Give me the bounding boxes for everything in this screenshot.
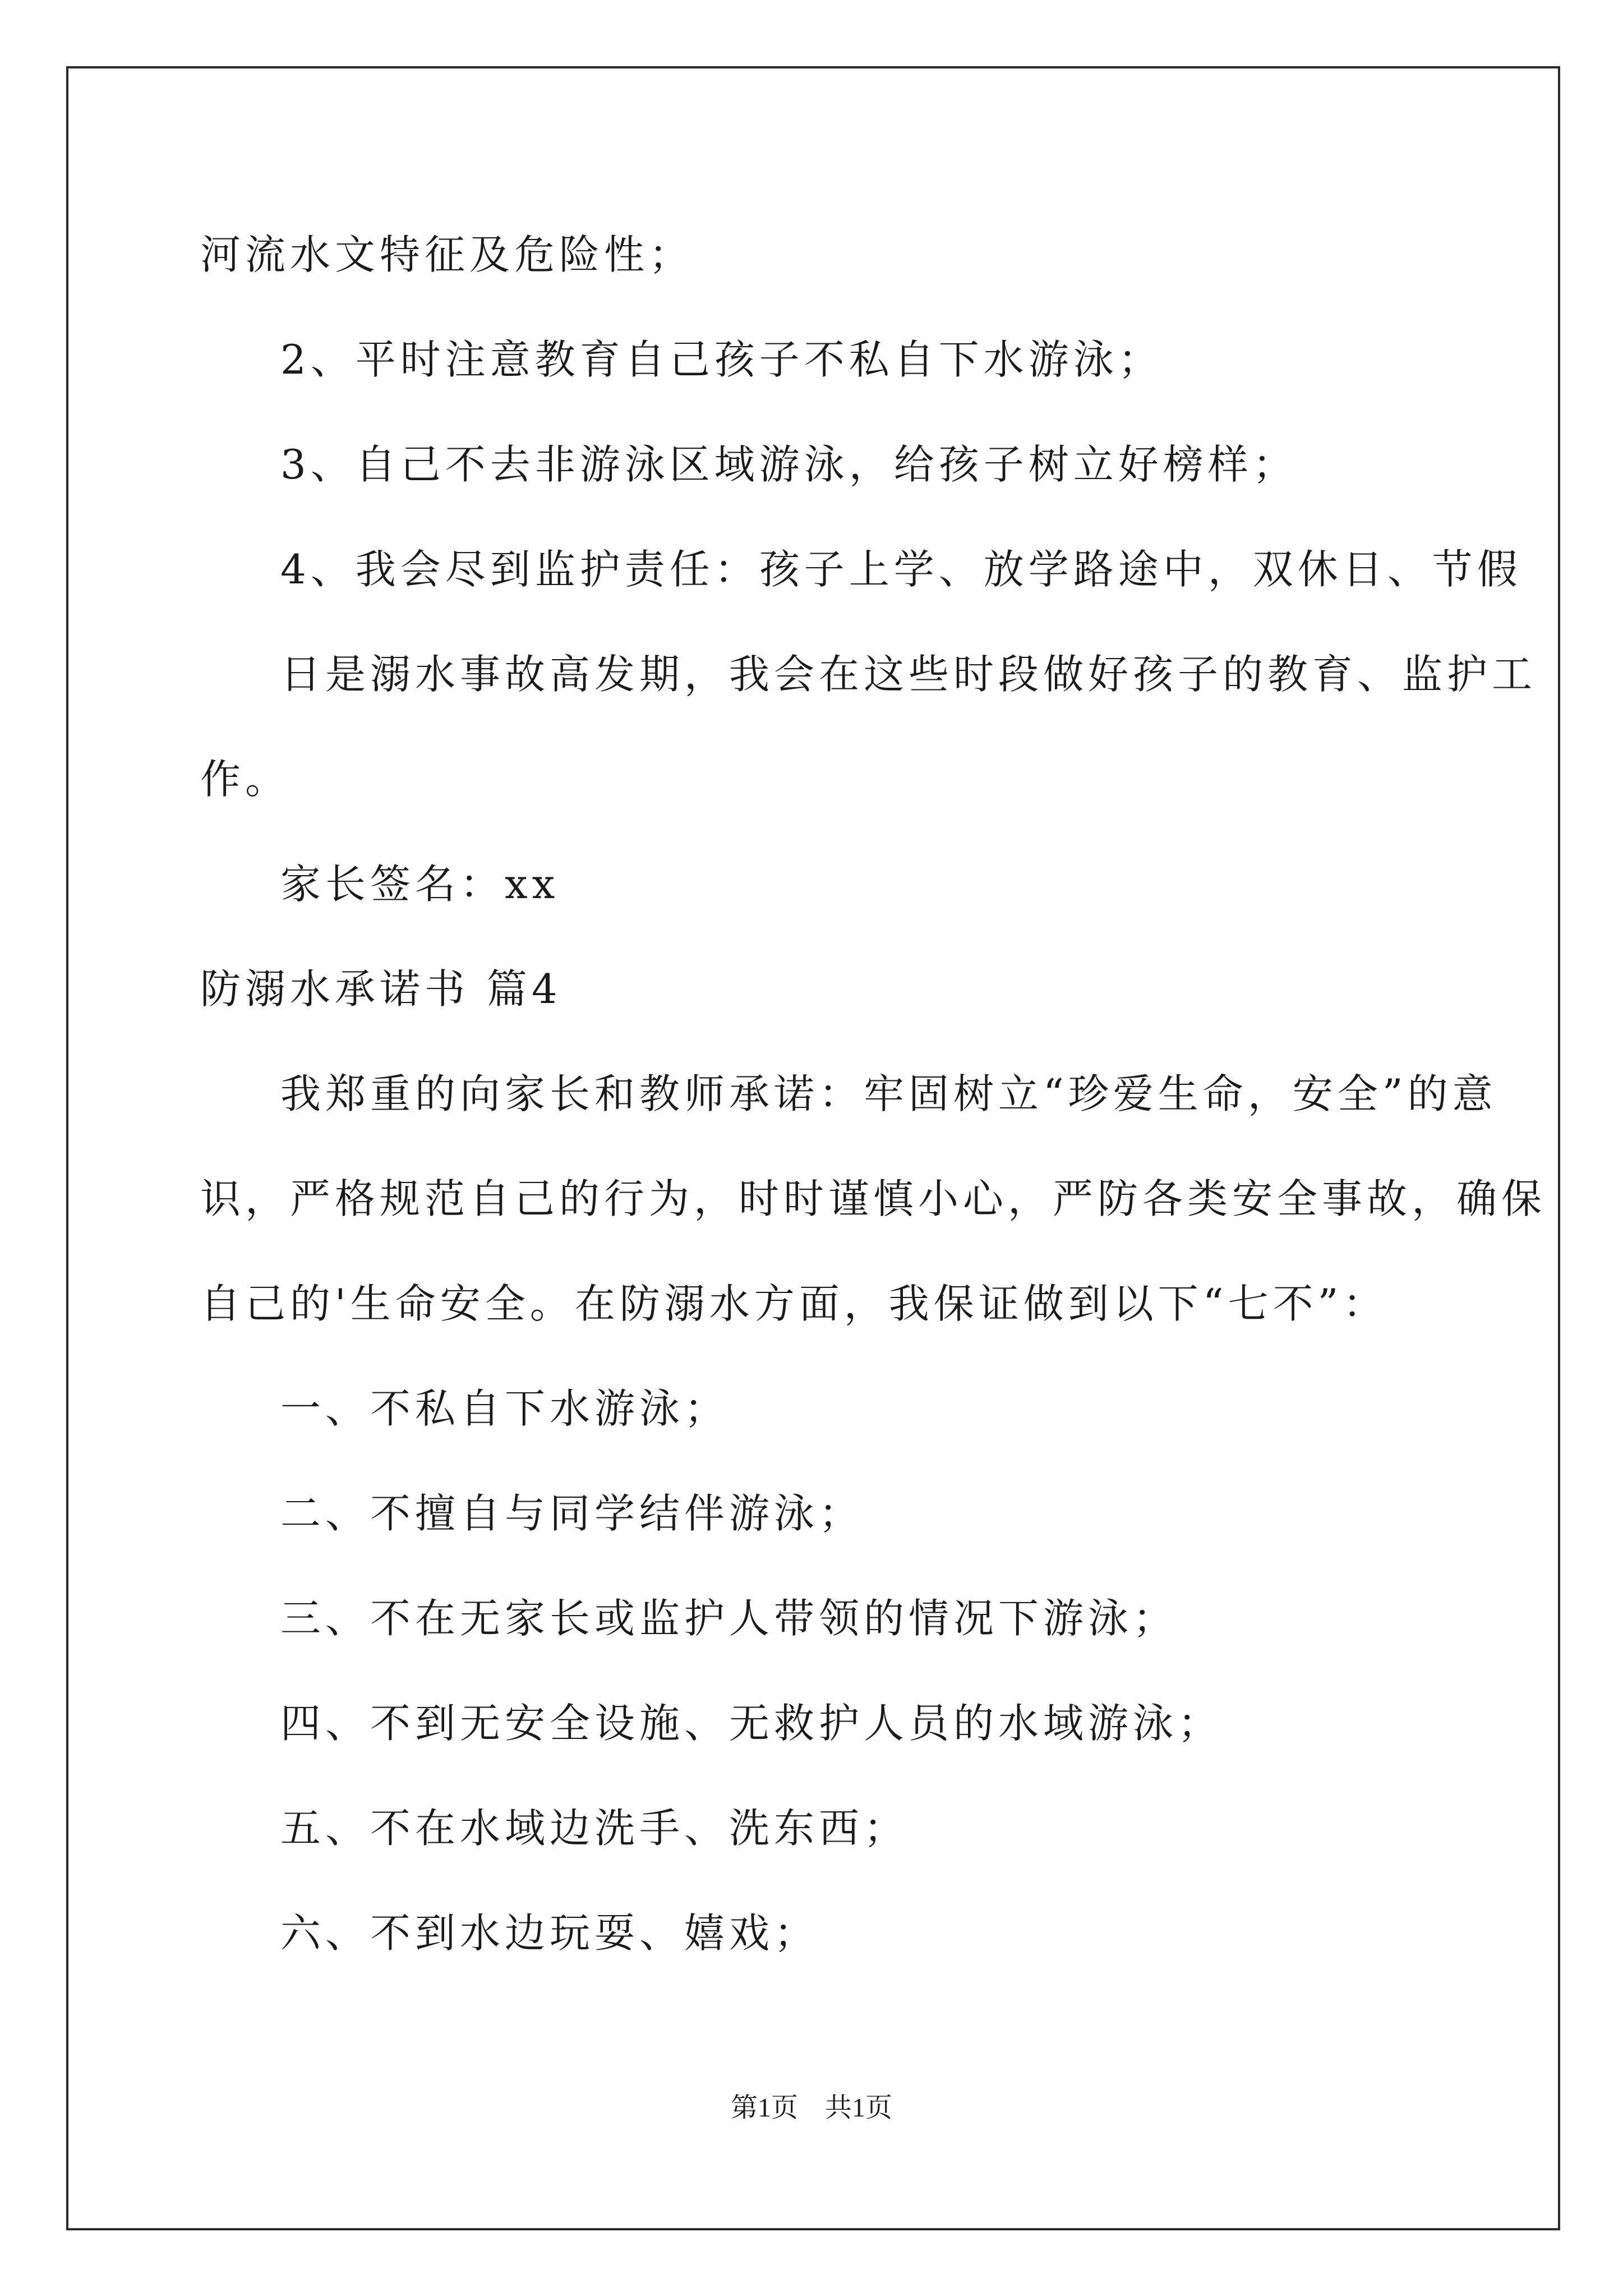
- list-item: 六、不到水边玩耍、嬉戏；: [280, 1910, 819, 1957]
- text-line: 自己的'生命安全。在防溺水方面，我保证做到以下“七不”：: [200, 1280, 1388, 1327]
- section-heading: 防溺水承诺书 篇4: [200, 965, 562, 1013]
- page-border: [66, 66, 1560, 2230]
- text-line: 我郑重的向家长和教师承诺：牢固树立“珍爱生命，安全”的意: [280, 1070, 1497, 1117]
- text-line: 4、我会尽到监护责任：孩子上学、放学路途中，双休日、节假: [280, 546, 1522, 593]
- list-item: 二、不擅自与同学结伴游泳；: [280, 1490, 864, 1537]
- text-line: 3、自己不去非游泳区域游泳，给孩子树立好榜样；: [280, 441, 1298, 488]
- list-item: 三、不在无家长或监护人带领的情况下游泳；: [280, 1595, 1178, 1642]
- text-line: 日是溺水事故高发期，我会在这些时段做好孩子的教育、监护工: [280, 651, 1537, 698]
- text-line: 识，严格规范自己的行为，时时谨慎小心，严防各类安全事故，确保: [200, 1175, 1547, 1222]
- list-item: 五、不在水域边洗手、洗东西；: [280, 1805, 909, 1852]
- page-footer: 第1页 共1页: [730, 2093, 892, 2123]
- text-line: 河流水文特征及危险性；: [200, 231, 694, 278]
- list-item: 四、不到无安全设施、无救护人员的水域游泳；: [280, 1700, 1223, 1747]
- signature-line: 家长签名：xx: [280, 861, 560, 908]
- text-line: 2、平时注意教育自己孩子不私自下水游泳；: [280, 336, 1163, 383]
- list-item: 一、不私自下水游泳；: [280, 1385, 730, 1432]
- text-line: 作。: [200, 756, 291, 803]
